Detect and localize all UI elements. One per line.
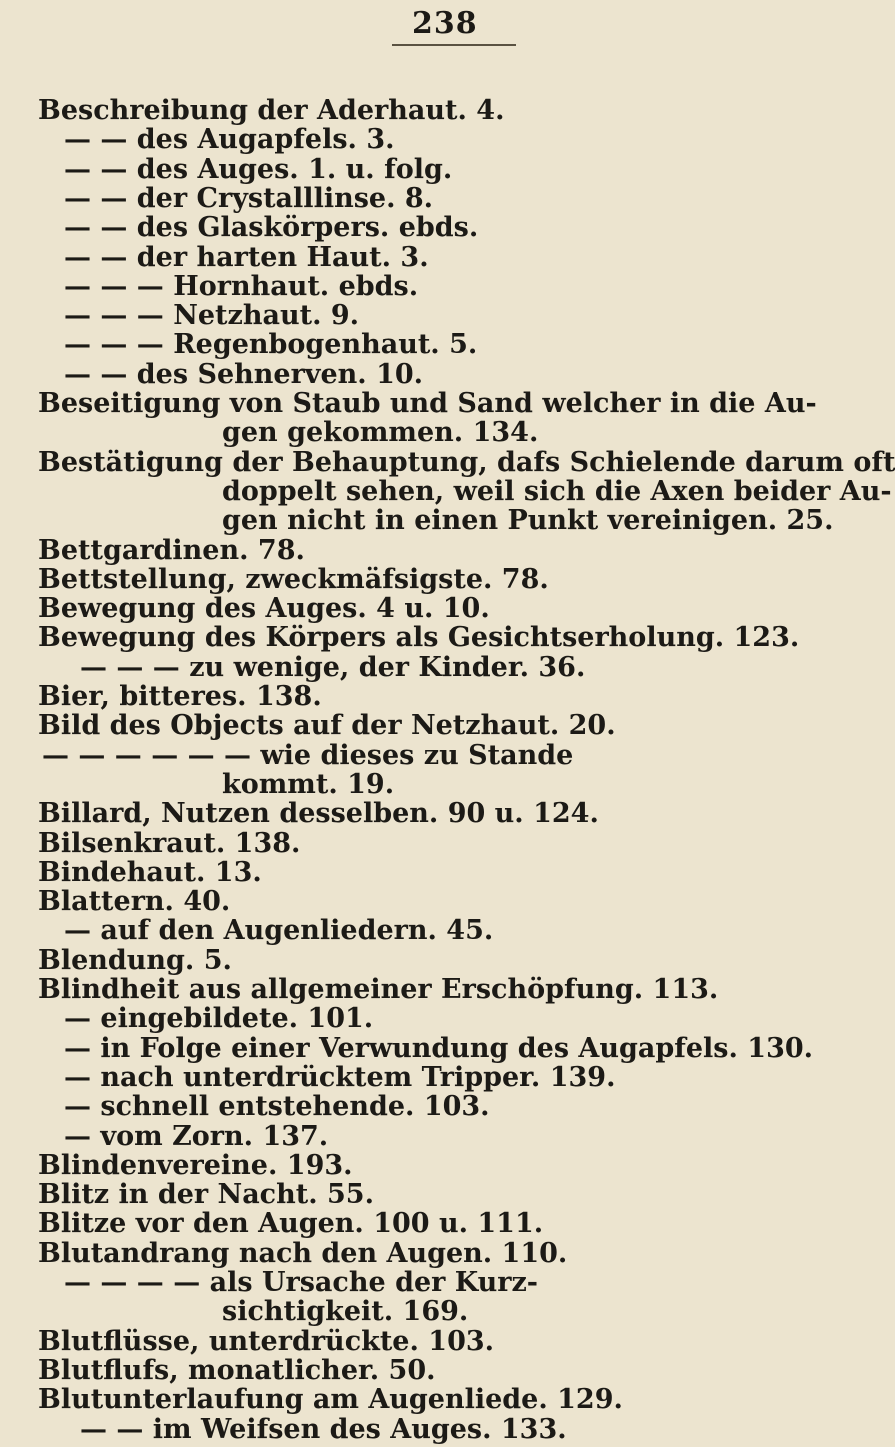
page-number-rule xyxy=(392,44,516,46)
index-entry: Bier, bitteres. 138. xyxy=(38,681,322,712)
index-entry: Bewegung des Körpers als Gesichtserholung. 123. xyxy=(38,622,800,653)
index-entry: — — des Glaskörpers. ebds. xyxy=(64,212,479,243)
index-entry: — — des Augapfels. 3. xyxy=(64,124,395,155)
index-entry: — schnell entstehende. 103. xyxy=(64,1091,490,1122)
index-entry: Bild des Objects auf der Netzhaut. 20. xyxy=(38,710,616,741)
index-entry: — — der Crystalllinse. 8. xyxy=(64,183,434,214)
index-entry-continuation: gen gekommen. 134. xyxy=(222,417,539,448)
index-entry: — — des Auges. 1. u. folg. xyxy=(64,154,453,185)
index-entry: Blindheit aus allgemeiner Erschöpfung. 113. xyxy=(38,974,719,1005)
index-entry: Blendung. 5. xyxy=(38,945,232,976)
index-entry: — auf den Augenliedern. 45. xyxy=(64,915,494,946)
index-entry: Beschreibung der Aderhaut. 4. xyxy=(38,95,505,126)
index-entry: — vom Zorn. 137. xyxy=(64,1121,329,1152)
index-entry: Blitz in der Nacht. 55. xyxy=(38,1179,374,1210)
index-entry: Blutflufs, monatlicher. 50. xyxy=(38,1355,436,1386)
index-entry: — — — Netzhaut. 9. xyxy=(64,300,360,331)
index-entry-continuation: gen nicht in einen Punkt vereinigen. 25. xyxy=(222,505,834,536)
page-number: 238 xyxy=(412,6,478,41)
index-entry: Billard, Nutzen desselben. 90 u. 124. xyxy=(38,798,599,829)
index-entry: — nach unterdrücktem Tripper. 139. xyxy=(64,1062,616,1093)
index-entry: — — der harten Haut. 3. xyxy=(64,242,429,273)
index-entry: Blutunterlaufung am Augenliede. 129. xyxy=(38,1384,623,1415)
index-entry: Bestätigung der Behauptung, dafs Schielende darum oft xyxy=(38,447,895,478)
index-entry: Bilsenkraut. 138. xyxy=(38,828,301,859)
index-entry: — — — Hornhaut. ebds. xyxy=(64,271,419,302)
index-entry: Blutandrang nach den Augen. 110. xyxy=(38,1238,568,1269)
index-entry: — — — zu wenige, der Kinder. 36. xyxy=(80,652,586,683)
index-entry: Bettstellung, zweckmäfsigste. 78. xyxy=(38,564,549,595)
index-entry: — — — — — — wie dieses zu Stande xyxy=(42,740,574,771)
index-entry: Blattern. 40. xyxy=(38,886,231,917)
index-entry: — — — Regenbogenhaut. 5. xyxy=(64,329,478,360)
index-entry: Beseitigung von Staub und Sand welcher in die Au- xyxy=(38,388,817,419)
index-entry: — in Folge einer Verwundung des Augapfels. 130. xyxy=(64,1033,814,1064)
index-entry: Blitze vor den Augen. 100 u. 111. xyxy=(38,1208,544,1239)
index-entry: — — — — als Ursache der Kurz- xyxy=(64,1267,539,1298)
index-entry: — — des Sehnerven. 10. xyxy=(64,359,424,390)
index-entry: — — im Weifsen des Auges. 133. xyxy=(80,1414,567,1445)
index-entry: Bindehaut. 13. xyxy=(38,857,262,888)
index-entry: Blindenvereine. 193. xyxy=(38,1150,353,1181)
index-entry-continuation: kommt. 19. xyxy=(222,769,395,800)
index-entry: — eingebildete. 101. xyxy=(64,1003,374,1034)
index-entry: Blutflüsse, unterdrückte. 103. xyxy=(38,1326,495,1357)
index-entry-continuation: sichtigkeit. 169. xyxy=(222,1296,469,1327)
index-entry: Bewegung des Auges. 4 u. 10. xyxy=(38,593,490,624)
index-entry: Bettgardinen. 78. xyxy=(38,535,305,566)
index-entry-continuation: doppelt sehen, weil sich die Axen beider Au- xyxy=(222,476,892,507)
